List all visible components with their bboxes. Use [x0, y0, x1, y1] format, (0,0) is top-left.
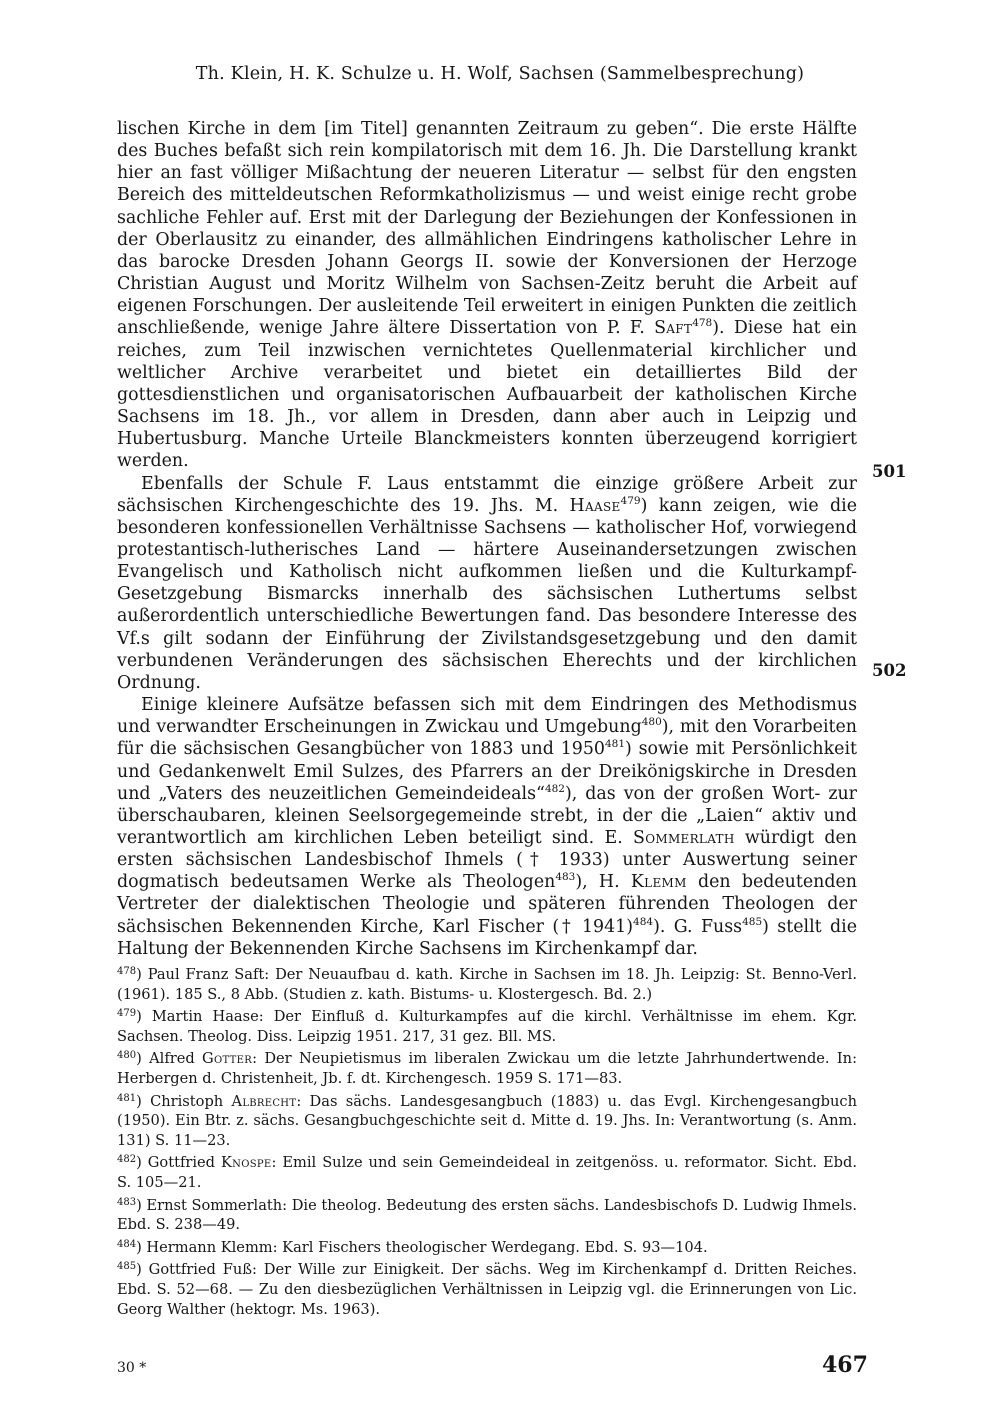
- footnote-ref-485[interactable]: 485: [742, 915, 763, 928]
- author-name-haase: Haase: [569, 495, 621, 516]
- footnote-number: 480: [117, 1050, 137, 1062]
- text-run: ). G. Fuss: [653, 916, 743, 937]
- footnote-text: : Emil Sulze und sein Gemeindeideal in zeitgenöss. u. reformator. Sicht. Ebd. S. 105—21.: [117, 1154, 857, 1191]
- footnote-text: ) Gottfried: [136, 1154, 221, 1172]
- footnote-text: : Der Neupietismus im liberalen Zwickau um die letzte Jahrhundertwende. In: Herbergen d. Christenheit, Jb. f. dt. Kirchengesch. 1959 S. 171—83.: [117, 1050, 857, 1087]
- text-run: lischen Kirche in dem [im Titel] genannten Zeitraum zu geben“. Die erste Hälfte des Buches befaßt sich rein kompilatorisch mit dem 16. Jh. Die Darstellung krankt hier an fast völliger Mißachtung der neueren Literatur — selbst für den engsten Bereich des mitteldeutschen Reformkatholizismus — und weist einige recht grobe sachliche Fehler auf. Erst mit der Darlegung der Beziehungen der Konfessionen in der Oberlausitz zu einander, des allmählichen Eindringens katholischer Lehre in das barocke Dresden Johann Georgs II. sowie der Konversionen der Herzoge Christian August und Moritz Wilhelm von Sachsen-Zeitz beruht die Arbeit auf eigenen Forschungen. Der ausleitende Teil erweitert in einigen Punkten die zeitlich anschließende, wenige Jahre ältere Dissertation von P. F.: [117, 119, 857, 339]
- footnote-text: ) Hermann Klemm: Karl Fischers theologischer Werdegang. Ebd. S. 93—104.: [136, 1238, 708, 1256]
- footnote-484: [117, 1235, 857, 1258]
- page-number: 467: [822, 1352, 868, 1378]
- text-run: ) sowie mit Persönlichkeit und Gedankenwelt Emil Sulzes, des Pfarrers an der Dreikönigskirche in Dresden und „Vaters des neuzeitlichen Gemeindeideals“: [117, 739, 857, 804]
- footnote-number: 478: [117, 966, 137, 977]
- footnote-485: [117, 1257, 857, 1319]
- footnote-text: ) Christoph: [136, 1092, 232, 1110]
- footnote-number: 484: [117, 1238, 137, 1250]
- footnote-ref-481[interactable]: 481: [604, 738, 626, 751]
- footnote-479: [117, 1004, 857, 1046]
- author-name-saft: Saft: [654, 318, 693, 339]
- footnote-text: ) Alfred: [136, 1050, 203, 1068]
- footnote-number: 481: [117, 1092, 137, 1104]
- footnote-text: ) Paul Franz Saft: Der Neuaufbau d. kath. Kirche in Sachsen im 18. Jh. Leipzig: St. Benno-Verl. (1961). 185 S., 8 Abb. (Studien z. kath. Bistums- u. Klostergesch. Bd. 2.): [117, 966, 857, 1003]
- footnote-number: 482: [117, 1154, 137, 1166]
- margin-number-501: 501: [872, 462, 907, 481]
- text-run: Ebenfalls der Schule F. Laus entstammt die einzige größere Arbeit zur sächsischen Kirchengeschichte des 19. Jhs. M.: [117, 473, 857, 516]
- footnote-number: 485: [117, 1261, 137, 1273]
- margin-number-502: 502: [872, 661, 907, 680]
- footnote-ref-482[interactable]: 482: [544, 782, 565, 795]
- text-run: ), das von der großen Wort- zur überschaubaren, kleinen Seelsorgegemeinde strebt, in der die „Laien“ aktiv und verantwortlich am kirchlichen Leben beteiligt sind. E.: [117, 783, 857, 848]
- text-run: Einige kleinere Aufsätze befassen sich mit dem Eindringen des Methodismus und verwandter Erscheinungen in Zwickau und Umgebung: [117, 695, 857, 738]
- footnote-text: ) Ernst Sommerlath: Die theolog. Bedeutung des ersten sächs. Landesbischofs D. Ludwig Ihmels. Ebd. S. 238—49.: [117, 1196, 857, 1234]
- footnote-482: [117, 1150, 857, 1192]
- text-run: ) kann zeigen, wie die besonderen konfessionellen Verhältnisse Sachsens — katholischer Hof, vorwiegend protestantisch-lutherisches Land — härtere Auseinandersetzungen zwischen Evangelisch und Katholisch nicht aufkommen ließen und die Kulturkampf-Gesetzgebung Bismarcks innerhalb des sächsischen Luthertums selbst außerordentlich unterschiedliche Bewertungen fand. Das besondere Interesse des Vf.s gilt sodann der Einführung der Zivilstandsgesetzgebung und den damit verbundenen Veränderungen des sächsischen Eherechts und der kirchlichen Ordnung.: [117, 495, 857, 693]
- text-run: ), H.: [575, 872, 631, 893]
- footnote-478: [117, 962, 857, 1004]
- text-run: würdigt den ersten sächsischen Landesbischof Ihmels († 1933) unter Auswertung seiner dogmatisch bedeutsamen Werke als Theologen: [117, 828, 857, 893]
- footnote-text: ) Martin Haase: Der Einfluß d. Kulturkampfes auf die kirchl. Verhältnisse im ehem. Kgr. Sachsen. Theolog. Diss. Leipzig 1951. 217, 31 gez. Bll. MS.: [117, 1008, 857, 1045]
- footnote-481: [117, 1089, 857, 1151]
- running-header: Th. Klein, H. K. Schulze u. H. Wolf, Sachsen (Sammelbesprechung): [195, 64, 805, 84]
- footnote-number: 483: [117, 1196, 137, 1208]
- printer-signature: 30 *: [117, 1360, 147, 1376]
- footnote-ref-479[interactable]: 479: [620, 494, 641, 507]
- footnote-480: [117, 1046, 857, 1088]
- footnote-ref-480[interactable]: 480: [641, 716, 662, 729]
- footnote-ref-478[interactable]: 478: [692, 317, 713, 330]
- footnote-text: ) Gottfried Fuß: Der Wille zur Einigkeit. Der sächs. Weg im Kirchenkampf d. Dritten Reiches. Ebd. S. 52—68. — Zu den diesbezüglichen Verhältnissen in Leipzig vgl. die Erinnerungen von Lic. Georg Walther (hektogr. Ms. 1963).: [117, 1261, 857, 1318]
- footnotes: [117, 962, 857, 1319]
- footnote-author: Albrecht: [231, 1092, 297, 1110]
- text-run: den bedeutenden Vertreter der dialektischen Theologie und späteren führenden Theologen der sächsischen Bekennenden Kirche, Karl Fischer († 1941): [117, 872, 857, 937]
- author-name-klemm: Klemm: [630, 872, 687, 893]
- text-run: ). Diese hat ein reiches, zum Teil inzwischen vernichtetes Quellenmaterial kirchlicher und weltlicher Archive verarbeitet und bietet ein detailliertes Bild der gottesdienstlichen und organisatorischen Aufbauarbeit der katholischen Kirche Sachsens im 18. Jh., vor allem in Dresden, dann aber auch in Leipzig und Hubertusburg. Manche Urteile Blanckmeisters konnten überzeugend korrigiert werden.: [117, 318, 857, 472]
- text-run: ), mit den Vorarbeiten für die sächsischen Gesangbücher von 1883 und 1950: [117, 717, 857, 760]
- footnote-author: Knospe: [220, 1154, 272, 1172]
- text-run: ) stellt die Haltung der Bekennenden Kirche Sachsens im Kirchenkampf dar.: [117, 916, 857, 959]
- footnote-author: Gotter: [202, 1050, 253, 1068]
- paragraph-3: [117, 694, 857, 960]
- paragraph-1: [117, 118, 857, 473]
- paragraph-2: [117, 473, 857, 695]
- footnote-ref-483[interactable]: 483: [555, 871, 576, 884]
- footnote-483: [117, 1193, 857, 1235]
- footnote-number: 479: [117, 1008, 137, 1020]
- footnote-ref-484[interactable]: 484: [633, 915, 654, 928]
- main-text: [117, 118, 857, 960]
- author-name-sommerlath: Sommerlath: [633, 828, 735, 848]
- footnote-text: : Das sächs. Landesgesangbuch (1883) u. das Evgl. Kirchengesangbuch (1950). Ein Btr. z. sächs. Gesangbuchgeschichte seit d. Mitte d. 19. Jhs. In: Verantwortung (s. Anm. 131) S. 11—23.: [117, 1092, 857, 1149]
